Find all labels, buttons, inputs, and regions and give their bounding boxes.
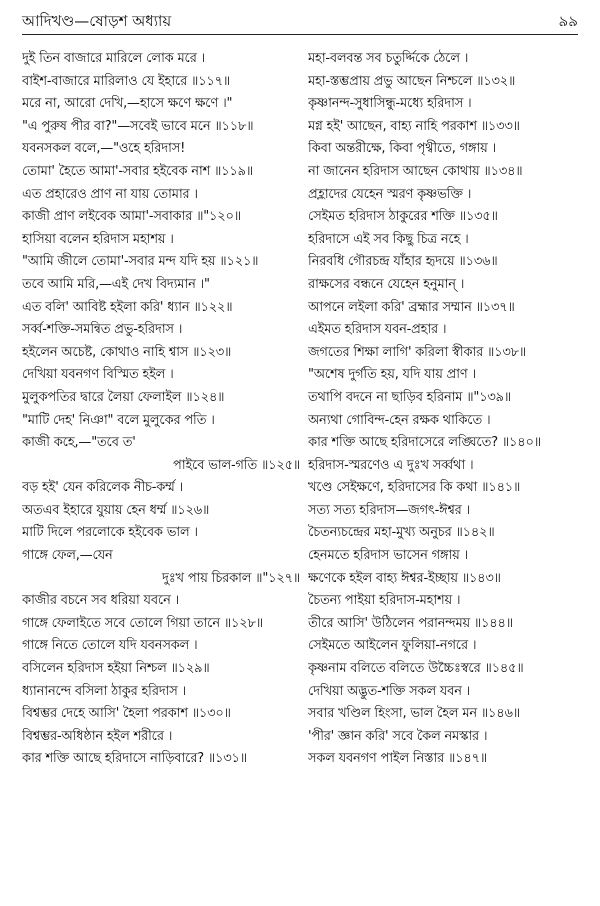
left-column	[22, 48, 302, 771]
page-header	[22, 6, 578, 32]
verse-line: তোমা' হৈতে আমা'-সবার হইবেক নাশ ॥১১৯॥	[22, 163, 254, 179]
verse-line: চৈতন্যচন্দ্রের মহা-মুখ্য অনুচর ॥১৪২॥	[308, 525, 495, 541]
verse-line: "অশেষ দুর্গতি হয়, যদি যায় প্রাণ ।	[308, 367, 476, 383]
verse-line: না জানেন হরিদাস আছেন কোথায় ॥১৩৪॥	[308, 163, 523, 179]
verse-line: সেইমত হরিদাস ঠাকুরের শক্তি ॥১৩৫॥	[308, 209, 498, 225]
verse-line: দেখিয়া অদ্ভুত-শক্তি সকল যবন ।	[308, 683, 471, 699]
verse-line: কাজী কহে,—"তবে ত'	[22, 435, 136, 451]
verse-line: সত্য সত্য হরিদাস—জগৎ-ঈশ্বর ।	[308, 502, 471, 518]
verse-line: বাইশ-বাজারে মারিলাও যে ইহারে ॥১১৭॥	[22, 73, 231, 89]
verse-line: জগতের শিক্ষা লাগি' করিলা স্বীকার ॥১৩৮॥	[308, 344, 527, 360]
verse-line: বিশ্বম্ভর-অধিষ্ঠান হইল শরীরে ।	[22, 728, 173, 744]
verse-line: চৈতন্য পাইয়া হরিদাস-মহাশয় ।	[308, 593, 461, 609]
verse-line: রাক্ষসের বন্ধনে যেহেন হনুমান্ ।	[308, 276, 465, 292]
verse-line: দেখিয়া যবনগণ বিস্মিত হইল ।	[22, 367, 174, 383]
verse-line: কিবা অন্তরীক্ষে, কিবা পৃথ্বীতে, গঙ্গায় ।	[308, 141, 496, 157]
verse-line: "এ পুরুষ পীর বা?"—সবেই ভাবে মনে ॥১১৮॥	[22, 118, 254, 134]
verse-line: হেনমতে হরিদাস ভাসেন গঙ্গায় ।	[308, 548, 468, 564]
verse-line: সর্ব্ব-শক্তি-সমন্বিত প্রভু-হরিদাস ।	[22, 322, 183, 338]
verse-line: নিরবধি গৌরচন্দ্র যাঁহার হৃদয়ে ॥১৩৬॥	[308, 254, 498, 270]
right-column	[308, 48, 588, 771]
verse-line: গাঙ্গে নিতে তোলে যদি যবনসকল ।	[22, 638, 198, 654]
verse-line: "আমি জীলে তোমা'-সবার মন্দ যদি হয় ॥১২১॥	[22, 254, 259, 270]
verse-line: তথাপি বদনে না ছাড়িব হরিনাম ॥"১৩৯॥	[308, 389, 512, 405]
verse-line: মরে না, আরো দেখি,—হাসে ক্ষণে ক্ষণে ।"	[22, 96, 233, 112]
verse-line: গাঙ্গে ফেল,—যেন	[22, 548, 113, 564]
verse-line: মহা-বলবন্ত সব চতুর্দ্দিকে ঠেলে ।	[308, 51, 469, 66]
verse-line: পাইবে ভাল-গতি ॥১২৫॥	[173, 457, 300, 473]
verse-line: এত প্রহারেও প্রাণ না যায় তোমার ।	[22, 186, 198, 202]
verse-line: বড় হই' যেন করিলেক নীচ-কর্ম্ম ।	[22, 480, 184, 496]
verse-line: বসিলেন হরিদাস হইয়া নিশ্চল ॥১২৯॥	[22, 661, 210, 677]
running-title: আদিখণ্ড—ষোড়শ অধ্যায়	[22, 12, 172, 30]
verse-line: 'পীর' জ্ঞান করি' সবে কৈল নমস্কার ।	[308, 728, 488, 744]
verse-line: অন্যথা গোবিন্দ-হেন রক্ষক থাকিতে ।	[308, 412, 491, 428]
verse-line: এত বলি' আবিষ্ট হইলা করি' ধ্যান ॥১২২॥	[22, 299, 233, 315]
verse-line: সকল যবনগণ পাইল নিস্তার ॥১৪৭॥	[308, 751, 487, 767]
verse-line: হাসিয়া বলেন হরিদাস মহাশয় ।	[22, 231, 174, 247]
verse-line: হরিদাস-স্মরণেও এ দুঃখ সর্ব্বথা ।	[308, 457, 474, 473]
verse-line: অতএব ইহারে যুয়ায় হেন ধর্ম্ম ॥১২৬॥	[22, 502, 210, 518]
verse-line: ধ্যানানন্দে বসিলা ঠাকুর হরিদাস ।	[22, 683, 186, 699]
verse-line: মুলুকপতির দ্বারে লৈয়া ফেলাইল ॥১২৪॥	[22, 389, 225, 405]
verse-line: মগ্ন হই' আছেন, বাহ্য নাহি পরকাশ ॥১৩৩॥	[308, 118, 520, 134]
verse-line: কার শক্তি আছে হরিদাসেরে লঙ্ঘিতে? ॥১৪০॥	[308, 435, 541, 451]
verse-line: কৃষ্ণনাম বলিতে বলিতে উচ্চৈঃস্বরে ॥১৪৫॥	[308, 661, 524, 677]
verse-line: এইমত হরিদাস যবন-প্রহার ।	[308, 322, 447, 338]
verse-line: খণ্ডে সেইক্ষণে, হরিদাসের কি কথা ॥১৪১॥	[308, 480, 521, 496]
verse-line: কাজী প্রাণ লইবেক আমা'-সবাকার ॥"১২০॥	[22, 209, 241, 225]
page-number: ৯৯	[558, 12, 578, 30]
verse-line: মাটি দিলে পরলোকে হইবেক ভাল ।	[22, 525, 198, 541]
verse-line: কার শক্তি আছে হরিদাসে নাড়িবারে? ॥১৩১॥	[22, 751, 247, 767]
verse-line: সবার খণ্ডিল হিংসা, ভাল হৈল মন ॥১৪৬॥	[308, 706, 520, 722]
verse-line: আপনে লইলা করি' ব্রহ্মার সম্মান ॥১৩৭॥	[308, 299, 515, 315]
verse-line: গাঙ্গে ফেলাইতে সবে তোলে গিয়া তানে ॥১২৮॥	[22, 615, 263, 631]
verse-line: মহা-স্তম্ভপ্রায় প্রভু আছেন নিশ্চলে ॥১৩২॥	[308, 73, 516, 89]
verse-line: বিশ্বম্ভর দেহে আসি' হৈলা পরকাশ ॥১৩০॥	[22, 706, 231, 722]
verse-line: হরিদাসে এই সব কিছু চিত্র নহে ।	[308, 231, 469, 247]
verse-line: যবনসকল বলে,—"ওহে হরিদাস!	[22, 141, 186, 157]
verse-line: দুই তিন বাজারে মারিলে লোক মরে ।	[22, 51, 206, 66]
verse-line: কাজীর বচনে সব ধরিয়া যবনে ।	[22, 593, 180, 609]
verse-line: কৃষ্ণানন্দ-সুধাসিন্ধু-মধ্যে হরিদাস ।	[308, 96, 472, 112]
verse-line: তীরে আসি' উঠিলেন পরানন্দময় ॥১৪৪॥	[308, 615, 513, 631]
verse-line: হইলেন অচেষ্ট, কোথাও নাহি শ্বাস ॥১২৩॥	[22, 344, 232, 360]
verse-line: প্রহ্লাদের যেহেন স্মরণ কৃষ্ণভক্তি ।	[308, 186, 472, 202]
verse-line: ক্ষণেকে হইল বাহ্য ঈশ্বর-ইচ্ছায় ॥১৪৩॥	[308, 570, 501, 586]
header-rule	[22, 34, 578, 35]
verse-line: তবে আমি মরি,—এই দেখ বিদ্যমান ।"	[22, 276, 210, 292]
verse-line: দুঃখ পায় চিরকাল ॥"১২৭॥	[161, 570, 300, 586]
verse-line: "মাটি দেহ' নিঞা" বলে মুলুকের পতি ।	[22, 412, 215, 428]
verse-line: সেইমতে আইলেন ফুলিয়া-নগরে ।	[308, 638, 477, 654]
